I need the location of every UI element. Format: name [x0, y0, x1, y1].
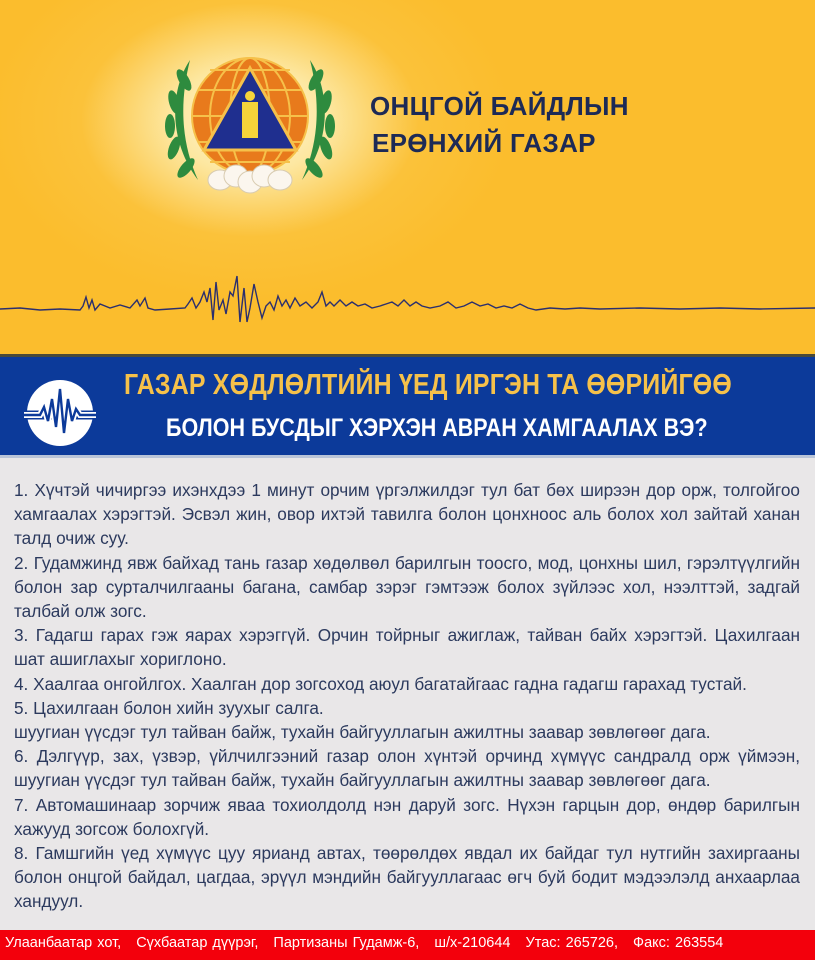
instruction-item-5: 5. Цахилгаан болон хийн зуухыг салга. — [14, 697, 324, 718]
footer-street: Партизаны Гудамж-6, — [273, 935, 420, 951]
organization-title-line2: ЕРӨНХИЙ ГАЗАР — [372, 128, 596, 158]
instructions-section — [0, 458, 815, 930]
header-section — [0, 0, 815, 354]
footer-fax: Факс: 263554 — [633, 935, 724, 951]
organization-title — [370, 88, 690, 162]
instruction-item-4: 4. Хаалгаа онгойлгох. Хаалган дор зогсоход аюул багатайгаас гадна гадагш гарахад тустай. — [14, 673, 747, 694]
instruction-item-6: 6. Дэлгүүр, зах, үзвэр, үйлчилгээний газар олон хүнтэй орчинд хүмүүс сандралд орж үймээн, шуугиан үүсдэг тул тайван байж, тухайн байгууллагын ажилтны заавар зөвлөгөөг дага. — [14, 746, 800, 791]
title-banner — [0, 354, 815, 458]
banner-title-line1: ГАЗАР ХӨДЛӨЛТИЙН ҮЕД ИРГЭН ТА ӨӨРИЙГӨӨ — [124, 369, 732, 401]
emergency-agency-emblem-icon — [150, 40, 350, 210]
instruction-item-5-cont: шуугиан үүсдэг тул тайван байж, тухайн байгууллагын ажилтны заавар зөвлөгөөг дага. — [14, 722, 711, 743]
seismograph-wave-icon — [0, 262, 815, 352]
footer-phone: Утас: 265726, — [525, 935, 619, 951]
footer-district: Сүхбаатар дүүрэг, — [136, 935, 259, 951]
seismic-wave-icon — [22, 375, 98, 451]
footer-postbox: ш/х-210644 — [434, 935, 511, 951]
instruction-item-2: 2. Гудамжинд явж байхад тань газар хөдөлвөл барилгын тоосго, мод, цонхны шил, гэрэлтүүлгийн болон зар сурталчилгааны багана, самбар зэрэг гэмтээж болох зүйлээс хол, нээлттэй, задгай талбай олж зогс. — [14, 552, 800, 622]
organization-title-line1: ОНЦГОЙ БАЙДЛЫН — [370, 91, 629, 121]
banner-title-line2: БОЛОН БУСДЫГ ХЭРХЭН АВРАН ХАМГААЛАХ ВЭ? — [166, 414, 708, 442]
instruction-item-8: 8. Гамшгийн үед хүмүүс цуу ярианд автах, төөрөлдөх явдал их байдаг тул нутгийн захиргааны болон онцгой байдал, цагдаа, эрүүл мэндийн байгууллагаас өгч буй бодит мэдээлэлд анхаарлаа хандуул. — [14, 843, 800, 912]
footer-city: Улаанбаатар хот, — [5, 935, 122, 951]
instruction-item-1: 1. Хүчтэй чичиргээ ихэнхдээ 1 минут орчим үргэлжилдэг тул бат бөх ширээн дор орж, толгойгоо хамгаалах хэрэгтэй. Эсвэл жин, овор ихтэй тавилга болон цонхноос аль болох хол зайтай ханан талд очиж суу. — [14, 480, 800, 549]
instructions-list — [14, 478, 800, 914]
instruction-item-7: 7. Автомашинаар зорчиж яваа тохиолдолд нэн даруй зогс. Нүхэн гарцын дор, өндөр барилгын хажууд зогсож болохгүй. — [14, 794, 800, 839]
instruction-item-3: 3. Гадагш гарах гэж яарах хэрэггүй. Орчин тойрныг ажиглаж, тайван байх хэрэгтэй. Цахилгаан шат ашиглахыг хориглоно. — [14, 625, 800, 670]
contact-footer — [0, 930, 815, 960]
